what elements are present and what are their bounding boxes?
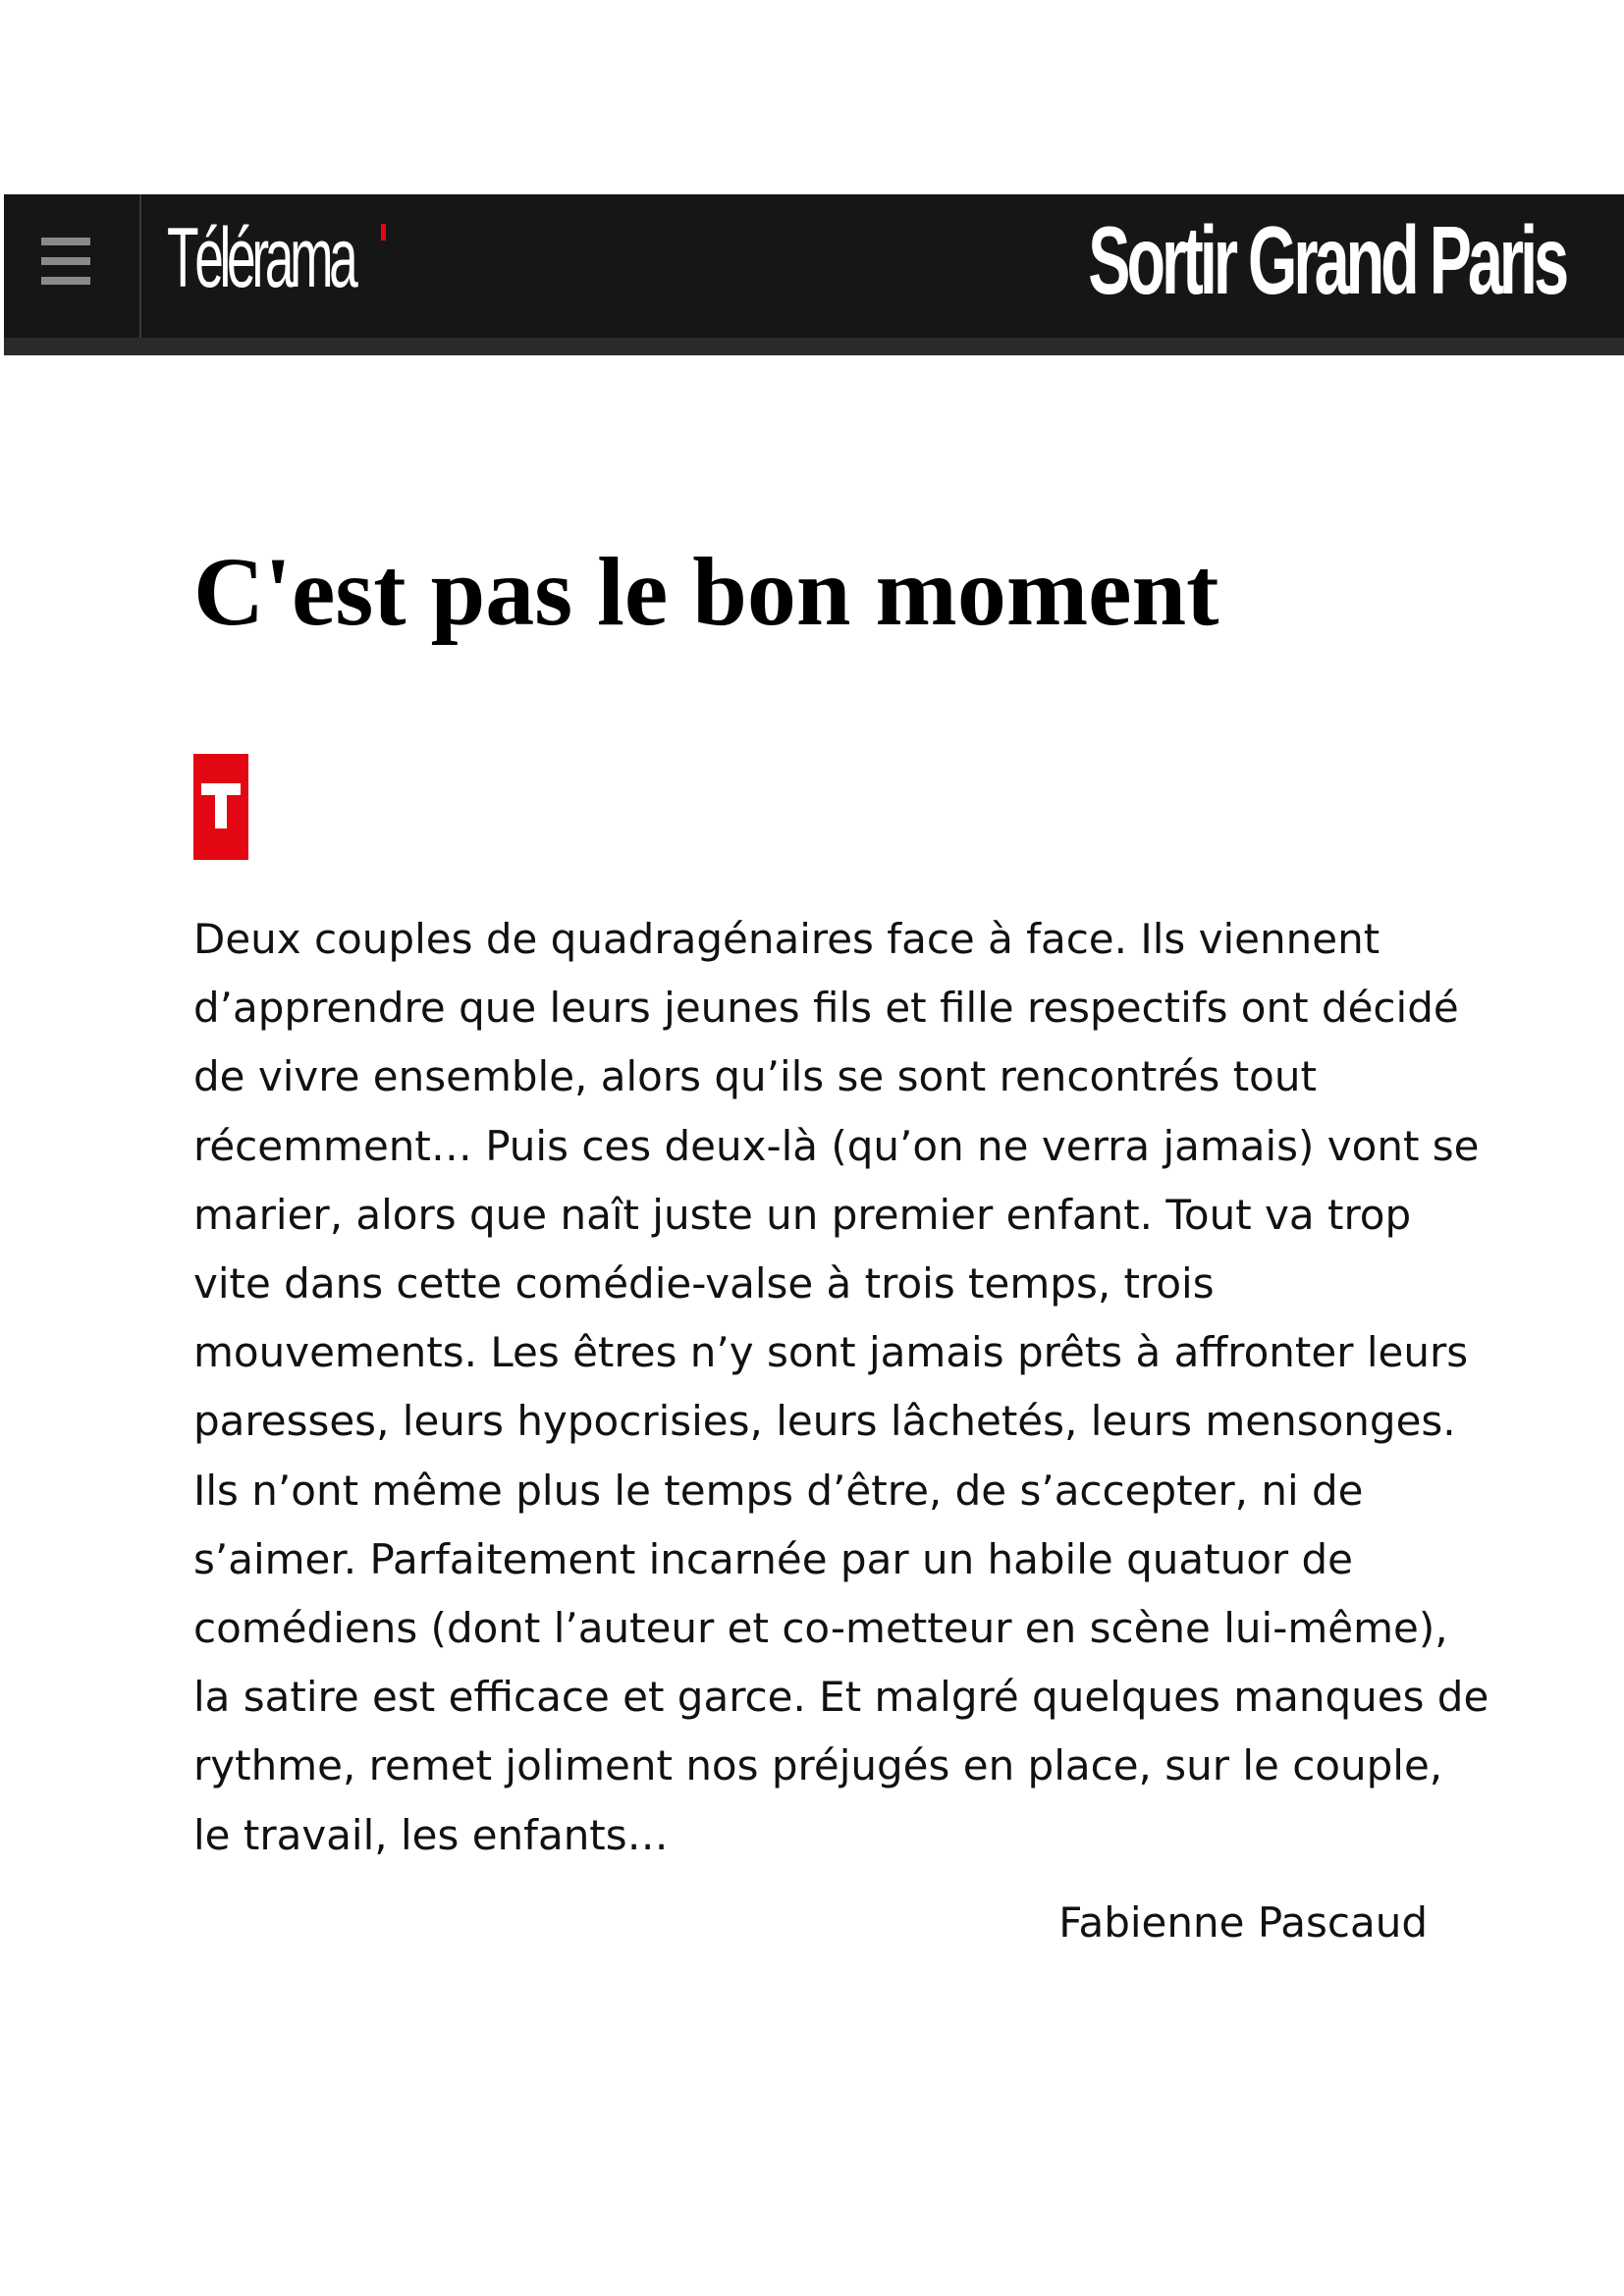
- article-body: [193, 905, 1489, 1870]
- article-title: C'est pas le bon moment: [193, 537, 1219, 646]
- t-glyph-stem: [215, 783, 227, 828]
- body-line: de vivre ensemble, alors qu’ils se sont rencontrés tout: [193, 1052, 1317, 1101]
- menu-bar: [41, 238, 90, 245]
- body-line: rythme, remet joliment nos préjugés en place, sur le couple,: [193, 1741, 1443, 1790]
- article-author: Fabienne Pascaud: [1058, 1898, 1428, 1947]
- telerama-logo[interactable]: Télérama: [167, 211, 354, 305]
- telerama-logo-mark: [381, 224, 386, 240]
- body-line: marier, alors que naît juste un premier enfant. Tout va trop: [193, 1190, 1412, 1239]
- menu-bar: [41, 277, 90, 285]
- body-line: Ils n’ont même plus le temps d’être, de s’accepter, ni de: [193, 1466, 1364, 1515]
- site-header: [4, 194, 1624, 355]
- body-line: mouvements. Les êtres n’y sont jamais prêts à affronter leurs: [193, 1328, 1469, 1377]
- hamburger-menu-icon[interactable]: [4, 194, 141, 338]
- menu-bar: [41, 257, 90, 265]
- body-line: le travail, les enfants…: [193, 1810, 669, 1859]
- body-line: d’apprendre que leurs jeunes fils et fille respectifs ont décidé: [193, 984, 1459, 1033]
- body-line: paresses, leurs hypocrisies, leurs lâchetés, leurs mensonges.: [193, 1397, 1456, 1446]
- body-line: récemment… Puis ces deux-là (qu’on ne verra jamais) vont se: [193, 1121, 1480, 1170]
- body-line: la satire est efficace et garce. Et malgré quelques manques de: [193, 1673, 1489, 1722]
- body-line: Deux couples de quadragénaires face à face. Ils viennent: [193, 915, 1380, 963]
- body-line: s’aimer. Parfaitement incarnée par un habile quatuor de: [193, 1534, 1354, 1583]
- telerama-t-logo-icon: [193, 754, 248, 860]
- body-line: vite dans cette comédie-valse à trois temps, trois: [193, 1259, 1215, 1308]
- body-line: comédiens (dont l’auteur et co-metteur en scène lui-même),: [193, 1604, 1448, 1653]
- sortir-grand-paris-logo[interactable]: Sortir Grand Paris: [1088, 206, 1565, 314]
